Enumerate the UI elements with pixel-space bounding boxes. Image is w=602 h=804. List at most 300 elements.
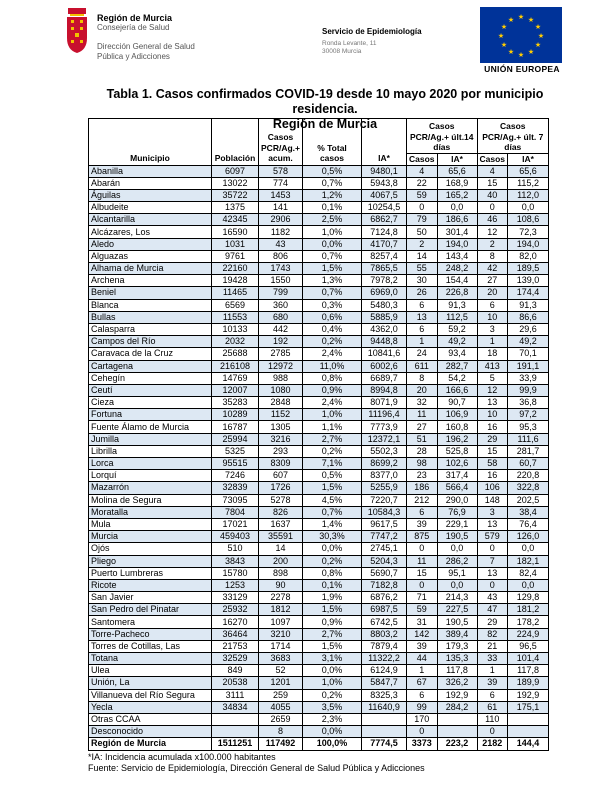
table-cell: 11640,9: [362, 701, 407, 713]
table-cell: 192,9: [508, 689, 549, 701]
table-row: [89, 567, 549, 579]
cell-municipio: Caravaca de la Cruz: [89, 348, 212, 360]
table-cell: 200: [259, 555, 303, 567]
table-cell: 76,4: [508, 518, 549, 530]
cell-municipio: Mazarrón: [89, 482, 212, 494]
table-cell: 97,2: [508, 409, 549, 421]
table-row: [89, 726, 549, 738]
table-cell: 7246: [212, 470, 259, 482]
table-cell: 178,2: [508, 616, 549, 628]
cell-municipio: Alguazas: [89, 250, 212, 262]
table-cell: 0,7%: [303, 177, 362, 189]
table-row: [89, 311, 549, 323]
table-cell: 126,0: [508, 531, 549, 543]
table-cell: 96,5: [508, 640, 549, 652]
table-cell: 12: [477, 384, 508, 396]
table-total-row: [89, 738, 549, 750]
table-cell: 33,9: [508, 372, 549, 384]
table-cell: 7773,9: [362, 421, 407, 433]
table-cell: 38,4: [508, 506, 549, 518]
table-cell: 2,4%: [303, 348, 362, 360]
table-row: [89, 336, 549, 348]
table-cell: 0,8%: [303, 567, 362, 579]
table-cell: 47: [477, 604, 508, 616]
table-cell: 1,3%: [303, 275, 362, 287]
table-cell: 1201: [259, 677, 303, 689]
table-cell: 90: [259, 579, 303, 591]
table-cell: 91,3: [508, 299, 549, 311]
table-cell: 875: [407, 531, 438, 543]
table-cell: 25932: [212, 604, 259, 616]
table-cell: 6: [477, 299, 508, 311]
table-cell: 0: [407, 202, 438, 214]
table-cell: 189,5: [508, 263, 549, 275]
table-cell: 322,8: [508, 482, 549, 494]
table-cell: 1,0%: [303, 226, 362, 238]
col-7d-casos: Casos: [477, 153, 508, 165]
table-cell: 1080: [259, 384, 303, 396]
table-cell: 214,3: [437, 592, 477, 604]
table-cell: 10: [477, 409, 508, 421]
table-cell: 6: [477, 689, 508, 701]
table-cell: 2: [407, 238, 438, 250]
table-cell: 35591: [259, 531, 303, 543]
table-cell: 27: [407, 421, 438, 433]
table-cell: 143,4: [437, 250, 477, 262]
table-cell: 1,1%: [303, 421, 362, 433]
title-line2: Región de Murcia: [272, 117, 378, 131]
table-cell: 46: [477, 214, 508, 226]
table-cell: 0,0: [508, 543, 549, 555]
table-cell: 110: [477, 713, 508, 725]
table-row: [89, 555, 549, 567]
table-cell: 4055: [259, 701, 303, 713]
table-cell: 1,0%: [303, 409, 362, 421]
region-crest-icon: [66, 8, 88, 54]
table-cell: 5480,3: [362, 299, 407, 311]
table-cell: 8325,3: [362, 689, 407, 701]
table-cell: 8: [477, 250, 508, 262]
table-cell: 2,7%: [303, 433, 362, 445]
svg-text:★: ★: [500, 41, 508, 49]
table-cell: 67: [407, 677, 438, 689]
table-cell: 0,1%: [303, 202, 362, 214]
table-cell: 15: [477, 445, 508, 457]
table-row: [89, 360, 549, 372]
table-row: [89, 202, 549, 214]
table-cell: 849: [212, 665, 259, 677]
table-cell: 1253: [212, 579, 259, 591]
table-cell: 39: [407, 640, 438, 652]
cell-municipio: Ricote: [89, 579, 212, 591]
table-cell: 11553: [212, 311, 259, 323]
table-cell: 0,0: [508, 202, 549, 214]
svg-text:★: ★: [527, 48, 535, 56]
table-cell: 5943,8: [362, 177, 407, 189]
table-cell: 3,1%: [303, 653, 362, 665]
table-cell: 220,8: [508, 470, 549, 482]
svg-text:★: ★: [507, 48, 515, 56]
table-cell: 1: [477, 665, 508, 677]
table-cell: 16270: [212, 616, 259, 628]
table-row: [89, 653, 549, 665]
table-cell: 1812: [259, 604, 303, 616]
table-cell: 6097: [212, 165, 259, 177]
table-cell: 7804: [212, 506, 259, 518]
table-cell: 26: [407, 287, 438, 299]
table-cell: 0,1%: [303, 579, 362, 591]
table-cell: 1,2%: [303, 189, 362, 201]
table-cell: 1550: [259, 275, 303, 287]
table-cell: 181,2: [508, 604, 549, 616]
table-cell: 15: [407, 567, 438, 579]
table-cell: 22160: [212, 263, 259, 275]
table-cell: 16: [477, 421, 508, 433]
table-cell: 389,4: [437, 628, 477, 640]
cell-municipio: Lorquí: [89, 470, 212, 482]
table-cell: 0,5%: [303, 165, 362, 177]
table-row: [89, 640, 549, 652]
cell-municipio: Abanilla: [89, 165, 212, 177]
cell-municipio: Santomera: [89, 616, 212, 628]
table-cell: 0,9%: [303, 384, 362, 396]
table-row: [89, 372, 549, 384]
table-cell: 14: [259, 543, 303, 555]
table-row: [89, 409, 549, 421]
service-title: Servicio de Epidemiología: [322, 27, 422, 36]
table-row: [89, 616, 549, 628]
table-cell: 6987,5: [362, 604, 407, 616]
cell-municipio: Unión, La: [89, 677, 212, 689]
table-cell: 1637: [259, 518, 303, 530]
table-cell: 3,5%: [303, 701, 362, 713]
svg-text:★: ★: [500, 23, 508, 31]
table-cell: 61: [477, 701, 508, 713]
table-cell: 774: [259, 177, 303, 189]
page-header: [0, 0, 602, 80]
table-cell: 6862,7: [362, 214, 407, 226]
cell-municipio: Torre-Pacheco: [89, 628, 212, 640]
table-row: [89, 701, 549, 713]
table-cell: 35722: [212, 189, 259, 201]
table-cell: 1714: [259, 640, 303, 652]
table-cell: 6: [407, 299, 438, 311]
cell-municipio: Águilas: [89, 189, 212, 201]
table-row: [89, 226, 549, 238]
table-cell: 216108: [212, 360, 259, 372]
table-cell: 680: [259, 311, 303, 323]
table-cell: 20: [407, 384, 438, 396]
table-cell: 578: [259, 165, 303, 177]
org-sub: Consejería de Salud: [97, 23, 170, 32]
table-cell: 282,7: [437, 360, 477, 372]
table-cell: 82,4: [508, 567, 549, 579]
svg-text:★: ★: [534, 41, 542, 49]
col-ia: IA*: [362, 119, 407, 166]
table-cell: 32529: [212, 653, 259, 665]
table-cell: 10133: [212, 323, 259, 335]
table-cell: 326,2: [437, 677, 477, 689]
table-cell: 93,4: [437, 348, 477, 360]
service-address1: Ronda Levante, 11: [322, 40, 377, 47]
table-cell: 7220,7: [362, 494, 407, 506]
table-row: [89, 470, 549, 482]
table-row: [89, 482, 549, 494]
table-cell: 170: [407, 713, 438, 725]
table-cell: 44: [407, 653, 438, 665]
table-cell: 15780: [212, 567, 259, 579]
table-cell: 2848: [259, 397, 303, 409]
table-cell: 14: [407, 250, 438, 262]
col-group-14d: Casos PCR/Ag.+ últ.14 días: [407, 119, 478, 154]
table-cell: 30: [407, 275, 438, 287]
table-cell: 33129: [212, 592, 259, 604]
table-row: [89, 238, 549, 250]
table-cell: 13022: [212, 177, 259, 189]
cell-municipio: Archena: [89, 275, 212, 287]
table-cell: 0: [477, 579, 508, 591]
table-cell: 360: [259, 299, 303, 311]
table-cell: 5502,3: [362, 445, 407, 457]
table-cell: 6: [407, 323, 438, 335]
table-cell: 5204,3: [362, 555, 407, 567]
cell-municipio: Alcantarilla: [89, 214, 212, 226]
table-cell: 11: [407, 555, 438, 567]
table-cell: 179,3: [437, 640, 477, 652]
table-cell: 190,5: [437, 531, 477, 543]
table-cell: 413: [477, 360, 508, 372]
cell-municipio: Otras CCAA: [89, 713, 212, 725]
table-cell: 10: [477, 311, 508, 323]
table-row: [89, 299, 549, 311]
table-cell: 10841,6: [362, 348, 407, 360]
cell-municipio: Albudeite: [89, 202, 212, 214]
table-cell: 29: [477, 616, 508, 628]
table-cell: 36,8: [508, 397, 549, 409]
table-cell: 60,7: [508, 458, 549, 470]
table-cell: 186: [407, 482, 438, 494]
table-row: [89, 275, 549, 287]
table-cell: 4: [477, 165, 508, 177]
table-cell: 72,3: [508, 226, 549, 238]
table-cell: 186,6: [437, 214, 477, 226]
table-cell: 27: [477, 275, 508, 287]
table-cell: 79: [407, 214, 438, 226]
table-cell: 95515: [212, 458, 259, 470]
table-cell: 1: [477, 336, 508, 348]
table-cell: 25994: [212, 433, 259, 445]
cell-municipio: Ulea: [89, 665, 212, 677]
table-row: [89, 543, 549, 555]
col-14d-ia: IA*: [437, 153, 477, 165]
table-cell: 1511251: [212, 738, 259, 750]
table-row: [89, 689, 549, 701]
svg-text:★: ★: [497, 32, 505, 40]
table-cell: 20538: [212, 677, 259, 689]
table-cell: 0,9%: [303, 616, 362, 628]
table-cell: 259: [259, 689, 303, 701]
cell-municipio: Torres de Cotillas, Las: [89, 640, 212, 652]
cell-municipio: Pliego: [89, 555, 212, 567]
table-cell: 8: [407, 372, 438, 384]
cell-municipio: Jumilla: [89, 433, 212, 445]
table-cell: 135,3: [437, 653, 477, 665]
table-cell: 611: [407, 360, 438, 372]
table-cell: 202,5: [508, 494, 549, 506]
table-cell: 50: [407, 226, 438, 238]
table-cell: 301,4: [437, 226, 477, 238]
table-cell: 806: [259, 250, 303, 262]
col-municipio: Municipio: [89, 119, 212, 166]
table-cell: 2032: [212, 336, 259, 348]
table-cell: 9761: [212, 250, 259, 262]
table-cell: 191,1: [508, 360, 549, 372]
table-cell: 3843: [212, 555, 259, 567]
table-row: [89, 628, 549, 640]
table-cell: 229,1: [437, 518, 477, 530]
table-cell: 141: [259, 202, 303, 214]
table-cell: 33: [477, 653, 508, 665]
table-cell: 54,2: [437, 372, 477, 384]
table-cell: 1453: [259, 189, 303, 201]
table-cell: 115,2: [508, 177, 549, 189]
table-cell: 11196,4: [362, 409, 407, 421]
table-cell: 102,6: [437, 458, 477, 470]
table-cell: 30,3%: [303, 531, 362, 543]
table-cell: 224,9: [508, 628, 549, 640]
table-cell: 95,3: [508, 421, 549, 433]
table-cell: 12972: [259, 360, 303, 372]
table-cell: 0,2%: [303, 555, 362, 567]
table-cell: 101,4: [508, 653, 549, 665]
table-cell: 212: [407, 494, 438, 506]
table-row: [89, 323, 549, 335]
table-row: [89, 592, 549, 604]
table-row: [89, 214, 549, 226]
cell-municipio: Fortuna: [89, 409, 212, 421]
table-cell: 5847,7: [362, 677, 407, 689]
table-cell: 2,3%: [303, 713, 362, 725]
table-cell: 7182,8: [362, 579, 407, 591]
table-cell: 223,2: [437, 738, 477, 750]
table-cell: 29: [477, 433, 508, 445]
cell-municipio: Moratalla: [89, 506, 212, 518]
table-cell: 0: [477, 726, 508, 738]
col-14d-casos: Casos: [407, 153, 438, 165]
table-cell: 106,9: [437, 409, 477, 421]
source-note: Fuente: Servicio de Epidemiología, Dirección General de Salud Pública y Adicciones: [88, 763, 425, 773]
table-cell: 139,0: [508, 275, 549, 287]
table-row: [89, 713, 549, 725]
table-cell: 20: [477, 287, 508, 299]
table-cell: [212, 726, 259, 738]
col-7d-ia: IA*: [508, 153, 549, 165]
org-dir-line2: Pública y Adicciones: [97, 52, 170, 61]
table-cell: 32839: [212, 482, 259, 494]
org-name: Región de Murcia: [97, 13, 173, 23]
table-cell: 65,6: [437, 165, 477, 177]
table-cell: 0,5%: [303, 470, 362, 482]
table-cell: 5325: [212, 445, 259, 457]
table-cell: 317,4: [437, 470, 477, 482]
table-cell: 6689,7: [362, 372, 407, 384]
table-cell: 0,4%: [303, 323, 362, 335]
table-cell: 19428: [212, 275, 259, 287]
table-cell: 1097: [259, 616, 303, 628]
table-cell: 25688: [212, 348, 259, 360]
table-cell: 112,0: [508, 189, 549, 201]
table-cell: 988: [259, 372, 303, 384]
svg-text:★: ★: [534, 23, 542, 31]
table-cell: 8699,2: [362, 458, 407, 470]
table-cell: 3210: [259, 628, 303, 640]
cell-municipio: Blanca: [89, 299, 212, 311]
table-cell: 129,8: [508, 592, 549, 604]
cell-municipio: Cartagena: [89, 360, 212, 372]
table-row: [89, 421, 549, 433]
table-cell: 8994,8: [362, 384, 407, 396]
table-cell: 32: [407, 397, 438, 409]
table-cell: 459403: [212, 531, 259, 543]
table-cell: 190,5: [437, 616, 477, 628]
table-cell: 1: [407, 665, 438, 677]
cell-municipio: Lorca: [89, 458, 212, 470]
cell-municipio: Calasparra: [89, 323, 212, 335]
table-cell: 58: [477, 458, 508, 470]
table-cell: 112,5: [437, 311, 477, 323]
table-cell: 59: [407, 189, 438, 201]
cell-municipio: Alhama de Murcia: [89, 263, 212, 275]
table-cell: 10254,5: [362, 202, 407, 214]
table-cell: 59: [407, 604, 438, 616]
table-cell: 2745,1: [362, 543, 407, 555]
table-row: [89, 518, 549, 530]
table-cell: 0: [407, 726, 438, 738]
table-cell: 6742,5: [362, 616, 407, 628]
table-cell: 9617,5: [362, 518, 407, 530]
org-dir-line1: Dirección General de Salud: [97, 42, 195, 51]
table-cell: 0,2%: [303, 336, 362, 348]
table-cell: 28: [407, 445, 438, 457]
col-casos-acum: Casos PCR/Ag.+ acum.: [259, 119, 303, 166]
cell-municipio: Alcázares, Los: [89, 226, 212, 238]
table-cell: 160,8: [437, 421, 477, 433]
table-cell: 22: [407, 177, 438, 189]
table-row: [89, 506, 549, 518]
table-row: [89, 384, 549, 396]
table-cell: 0,0%: [303, 726, 362, 738]
table-cell: 0: [407, 543, 438, 555]
table-cell: 566,4: [437, 482, 477, 494]
svg-text:★: ★: [537, 32, 545, 40]
table-cell: 525,8: [437, 445, 477, 457]
table-cell: 2,7%: [303, 628, 362, 640]
table-cell: 7774,5: [362, 738, 407, 750]
table-cell: 117492: [259, 738, 303, 750]
table-cell: 2,4%: [303, 397, 362, 409]
organization-block: [97, 13, 195, 62]
table-cell: 13: [477, 518, 508, 530]
table-cell: 5255,9: [362, 482, 407, 494]
table-cell: 52: [259, 665, 303, 677]
table-row: [89, 348, 549, 360]
table-cell: 13: [477, 397, 508, 409]
table-cell: 12372,1: [362, 433, 407, 445]
table-cell: 35283: [212, 397, 259, 409]
svg-text:★: ★: [517, 13, 525, 21]
table-cell: 898: [259, 567, 303, 579]
cell-municipio: Cieza: [89, 397, 212, 409]
